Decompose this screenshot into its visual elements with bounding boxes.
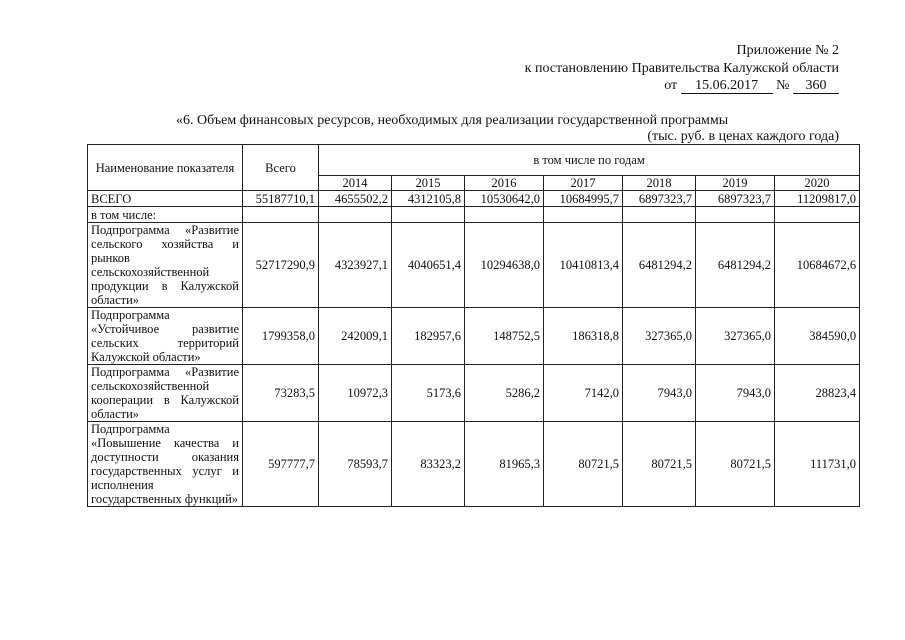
value-cell: 81965,3 (465, 422, 544, 507)
financing-table (87, 144, 860, 507)
value-cell: 10410813,4 (544, 223, 623, 308)
value-cell: 10684672,6 (775, 223, 860, 308)
value-cell: 7943,0 (696, 365, 775, 422)
subprogram-name: Подпрограмма «Развитие сельскохозяйственной кооперации в Калужской области» (88, 365, 243, 422)
value-cell: 186318,8 (544, 308, 623, 365)
value-cell: 6481294,2 (623, 223, 696, 308)
value-cell: 10684995,7 (544, 191, 623, 207)
units-note: (тыс. руб. в ценах каждого года) (647, 129, 839, 144)
value-cell: 4323927,1 (319, 223, 392, 308)
value-cell: 384590,0 (775, 308, 860, 365)
section-title: «6. Объем финансовых ресурсов, необходимых для реализации государственной программы (176, 113, 729, 128)
value-cell: 6897323,7 (623, 191, 696, 207)
table-row (88, 308, 860, 365)
total-cell: 1799358,0 (243, 308, 319, 365)
appendix-label: Приложение № 2 (736, 43, 839, 58)
year-header: 2017 (544, 176, 623, 191)
total-cell: 597777,7 (243, 422, 319, 507)
value-cell: 80721,5 (544, 422, 623, 507)
value-cell: 4040651,4 (392, 223, 465, 308)
value-cell: 10530642,0 (465, 191, 544, 207)
value-cell: 5286,2 (465, 365, 544, 422)
table-row (88, 223, 860, 308)
col-header-name: Наименование показателя (88, 145, 243, 191)
resolution-date-number (664, 77, 839, 94)
year-header: 2020 (775, 176, 860, 191)
value-cell: 7142,0 (544, 365, 623, 422)
from-label: от (664, 78, 678, 93)
value-cell: 78593,7 (319, 422, 392, 507)
total-cell: 73283,5 (243, 365, 319, 422)
value-cell: 148752,5 (465, 308, 544, 365)
col-header-years-group: в том числе по годам (319, 145, 860, 176)
total-row-name: ВСЕГО (88, 191, 243, 207)
value-cell: 80721,5 (623, 422, 696, 507)
value-cell: 6897323,7 (696, 191, 775, 207)
value-cell: 11209817,0 (775, 191, 860, 207)
value-cell: 83323,2 (392, 422, 465, 507)
value-cell: 5173,6 (392, 365, 465, 422)
value-cell: 4655502,2 (319, 191, 392, 207)
subprogram-name: Подпрограмма «Повышение качества и доступности оказания государственных услуг и исполнения государственных функций» (88, 422, 243, 507)
value-cell: 327365,0 (696, 308, 775, 365)
including-label: в том числе: (88, 207, 243, 223)
table-row (88, 365, 860, 422)
value-cell: 111731,0 (775, 422, 860, 507)
value-cell: 182957,6 (392, 308, 465, 365)
year-header: 2015 (392, 176, 465, 191)
year-header: 2014 (319, 176, 392, 191)
resolution-number: 360 (793, 79, 839, 94)
total-cell: 52717290,9 (243, 223, 319, 308)
header-row (88, 145, 860, 176)
value-cell: 80721,5 (696, 422, 775, 507)
subprogram-name: Подпрограмма «Развитие сельского хозяйства и рынков сельскохозяйственной продукции в Калужской области» (88, 223, 243, 308)
year-header: 2016 (465, 176, 544, 191)
including-row (88, 207, 860, 223)
value-cell: 4312105,8 (392, 191, 465, 207)
value-cell: 28823,4 (775, 365, 860, 422)
value-cell: 242009,1 (319, 308, 392, 365)
col-header-total: Всего (243, 145, 319, 191)
value-cell: 7943,0 (623, 365, 696, 422)
total-cell: 55187710,1 (243, 191, 319, 207)
table-row (88, 422, 860, 507)
resolution-label: к постановлению Правительства Калужской области (524, 61, 839, 76)
value-cell: 327365,0 (623, 308, 696, 365)
total-row (88, 191, 860, 207)
year-header: 2018 (623, 176, 696, 191)
value-cell: 6481294,2 (696, 223, 775, 308)
year-header: 2019 (696, 176, 775, 191)
value-cell: 10294638,0 (465, 223, 544, 308)
number-label: № (776, 78, 790, 93)
value-cell: 10972,3 (319, 365, 392, 422)
resolution-date: 15.06.2017 (681, 79, 773, 94)
subprogram-name: Подпрограмма «Устойчивое развитие сельских территорий Калужской области» (88, 308, 243, 365)
